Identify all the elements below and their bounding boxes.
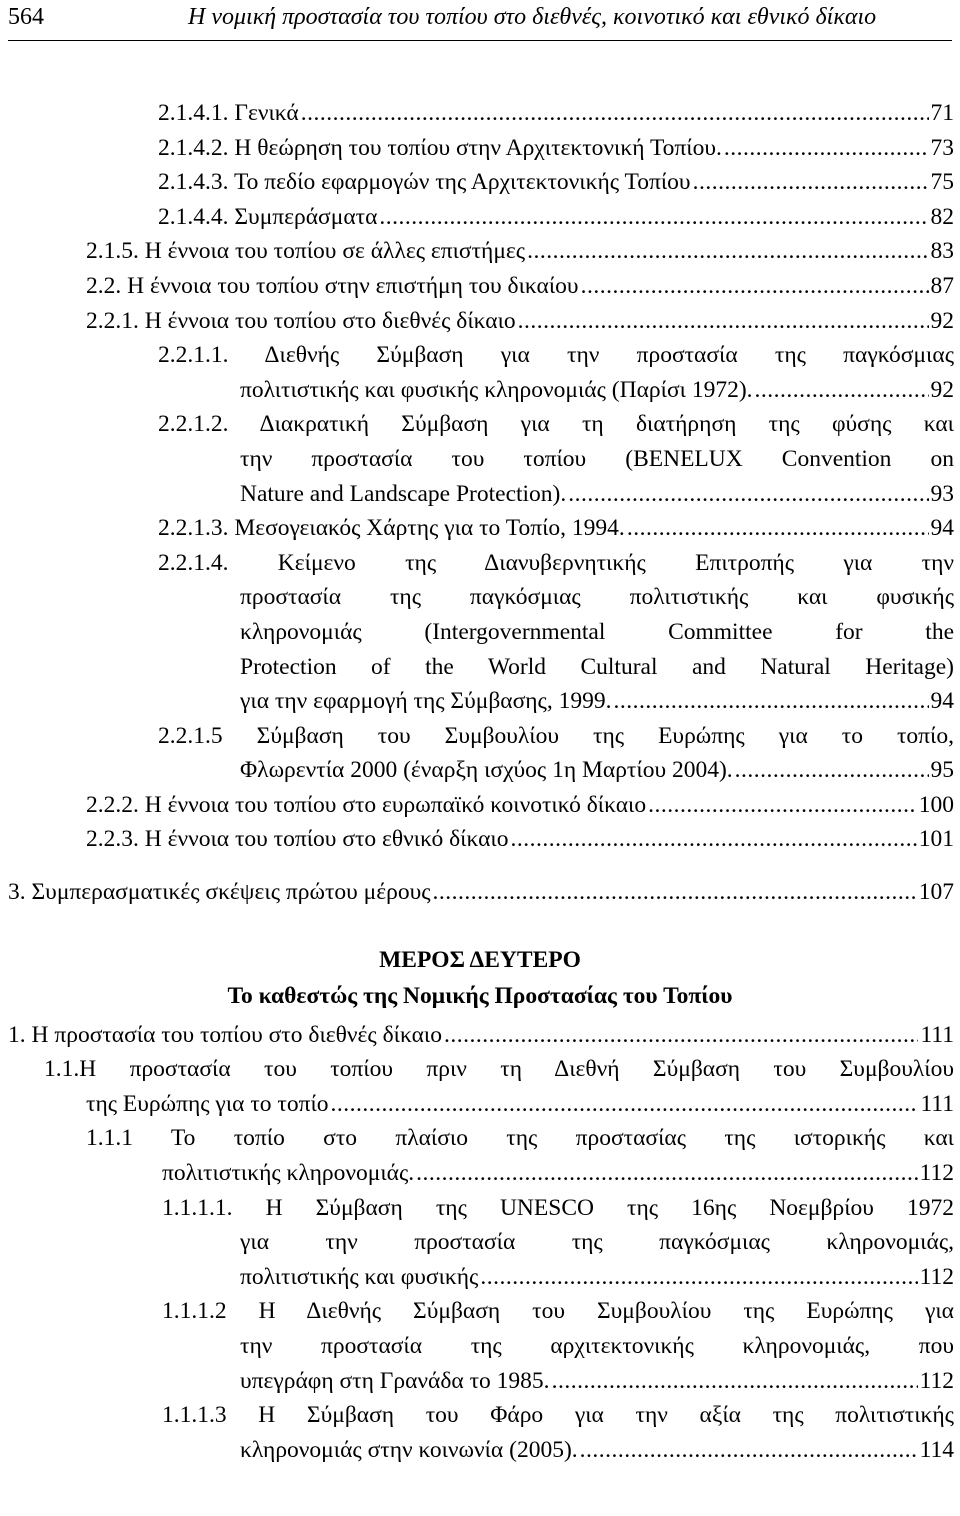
- toc-page-number: 107: [918, 879, 954, 906]
- toc-page-number: 101: [918, 826, 954, 853]
- toc-entry[interactable]: [0, 1398, 960, 1467]
- toc-entry-text: πολιτιστικής κληρονομιάς.: [162, 1160, 415, 1187]
- dot-leader: [511, 822, 917, 857]
- toc-page-number: 93: [930, 480, 954, 507]
- toc-entry[interactable]: [0, 1052, 960, 1121]
- dot-leader: [301, 96, 929, 131]
- toc-entry-text: 2.2.3. Η έννοια του τοπίου στο εθνικό δίκαιο: [86, 826, 509, 853]
- toc-entry-text: 2.2.1.5 Σύμβαση του Συμβουλίου της Ευρώπης για το τοπίο,: [158, 722, 954, 749]
- dot-leader: [581, 269, 929, 304]
- toc-entry-text: 3. Συμπερασματικές σκέψεις πρώτου μέρους: [8, 879, 431, 906]
- toc-page-number: 92: [930, 376, 954, 403]
- toc-page-number: 112: [919, 1263, 954, 1290]
- toc-entry-text: 2.1.4.3. Το πεδίο εφαρμογών της Αρχιτεκτονικής Τοπίου: [158, 169, 691, 196]
- toc-entry[interactable]: [0, 200, 960, 235]
- toc-entry-text: την προστασία του τοπίου (BENELUX Convention on: [240, 445, 954, 472]
- toc-entry[interactable]: [0, 407, 960, 511]
- toc-page-number: 83: [930, 238, 954, 265]
- page-header: [8, 4, 952, 38]
- toc-page-number: 75: [930, 169, 954, 196]
- toc-entry[interactable]: [0, 822, 960, 857]
- toc-entry-text: πολιτιστικής και φυσικής: [240, 1263, 479, 1290]
- toc-page-number: 92: [930, 307, 954, 334]
- toc-entry-text: για την εφαρμογή της Σύμβασης, 1999.: [240, 688, 612, 715]
- toc-page-number: 112: [919, 1367, 954, 1394]
- dot-leader: [527, 234, 928, 269]
- toc-page-number: 114: [919, 1436, 954, 1463]
- toc-entry[interactable]: [0, 511, 960, 546]
- dot-leader: [613, 684, 928, 719]
- part-label: ΜΕΡΟΣ ΔΕΥΤΕΡΟ: [379, 946, 581, 973]
- toc-entry[interactable]: [0, 1018, 960, 1053]
- dot-leader: [433, 875, 917, 910]
- dot-leader: [416, 1156, 917, 1191]
- dot-leader: [444, 1018, 919, 1053]
- toc-entry[interactable]: [0, 719, 960, 788]
- toc-page-number: 100: [918, 791, 954, 818]
- toc-page-number: 87: [930, 272, 954, 299]
- dot-leader: [724, 131, 929, 166]
- toc-entry-text: πολιτιστικής και φυσικής κληρονομιάς (Παρίσι 1972).: [240, 376, 753, 403]
- toc-entry[interactable]: [0, 546, 960, 719]
- toc-entry-text: προστασία της παγκόσμιας πολιτιστικής και φυσικής: [240, 584, 954, 611]
- toc-entry-text: 1.1.1.1. Η Σύμβαση της UNESCO της 16ης Νοεμβρίου 1972: [162, 1194, 954, 1221]
- toc-entry-text: 1. Η προστασία του τοπίου στο διεθνές δίκαιο: [8, 1021, 442, 1048]
- toc-entry-text: 1.1.1.3 Η Σύμβαση του Φάρο για την αξία της πολιτιστικής: [162, 1402, 954, 1429]
- toc-entry-text: Φλωρεντία 2000 (έναρξη ισχύος 1η Μαρτίου 2004).: [240, 757, 733, 784]
- toc-entry-text: Protection of the World Cultural and Natural Heritage): [240, 653, 954, 680]
- toc-page-number: 112: [919, 1160, 954, 1187]
- toc-entry-text: 2.2. Η έννοια του τοπίου στην επιστήμη του δικαίου: [86, 272, 579, 299]
- page-number: 564: [8, 4, 44, 30]
- toc-entry-text: 2.1.5. Η έννοια του τοπίου σε άλλες επιστήμες: [86, 238, 526, 265]
- toc-entry-text: κληρονομιάς στην κοινωνία (2005).: [240, 1436, 578, 1463]
- toc-entry[interactable]: [0, 96, 960, 131]
- section-gap: [0, 857, 960, 875]
- toc-entry-text: 2.2.1.4. Κείμενο της Διανυβερνητικής Επιτροπής για την: [158, 549, 954, 576]
- table-of-contents: [0, 96, 960, 1467]
- toc-entry-text: 2.2.1.1. Διεθνής Σύμβαση για την προστασία της παγκόσμιας: [158, 342, 954, 369]
- toc-entry[interactable]: [0, 131, 960, 166]
- toc-entry-text: για την προστασία της παγκόσμιας κληρονομιάς,: [240, 1229, 954, 1256]
- toc-entry-text: 1.1.Η προστασία του τοπίου πριν τη Διεθνή Σύμβαση του Συμβουλίου: [44, 1056, 954, 1083]
- toc-page-number: 71: [930, 100, 954, 126]
- dot-leader: [580, 1433, 918, 1468]
- toc-entry-text: 1.1.1.2 Η Διεθνής Σύμβαση του Συμβουλίου της Ευρώπης για: [162, 1298, 954, 1325]
- dot-leader: [755, 373, 929, 408]
- dot-leader: [648, 788, 917, 823]
- dot-leader: [568, 477, 928, 512]
- toc-entry-text: 2.2.1. Η έννοια του τοπίου στο διεθνές δίκαιο: [86, 307, 516, 334]
- toc-entry[interactable]: [0, 304, 960, 339]
- header-rule: [8, 40, 952, 41]
- toc-page-number: 95: [930, 757, 954, 784]
- toc-entry-text: της Ευρώπης για το τοπίο: [86, 1090, 329, 1117]
- toc-entry-text: την προστασία της αρχιτεκτονικής κληρονομιάς, που: [240, 1333, 954, 1359]
- toc-page-number: 111: [920, 1021, 954, 1048]
- toc-entry[interactable]: [0, 1121, 960, 1190]
- dot-leader: [735, 753, 929, 788]
- dot-leader: [518, 304, 929, 339]
- toc-entry-text: 2.1.4.4. Συμπεράσματα: [158, 203, 378, 230]
- toc-entry[interactable]: [0, 875, 960, 910]
- toc-entry-text: Nature and Landscape Protection).: [240, 480, 567, 507]
- dot-leader: [480, 1260, 917, 1295]
- toc-entry-text: 1.1.1 Το τοπίο στο πλαίσιο της προστασίας της ιστορικής και: [86, 1125, 954, 1152]
- dot-leader: [552, 1364, 918, 1399]
- toc-page-number: 111: [920, 1090, 954, 1117]
- dot-leader: [379, 200, 928, 235]
- toc-entry-text: 2.2.1.2. Διακρατική Σύμβαση για τη διατήρηση της φύσης και: [158, 411, 954, 438]
- toc-entry[interactable]: [0, 788, 960, 823]
- toc-entry[interactable]: [0, 1294, 960, 1398]
- toc-page-number: 94: [930, 515, 954, 542]
- dot-leader: [693, 165, 929, 200]
- toc-entry[interactable]: [0, 234, 960, 269]
- toc-page-number: 73: [930, 134, 954, 161]
- toc-entry[interactable]: [0, 338, 960, 407]
- toc-entry-text: 2.2.2. Η έννοια του τοπίου στο ευρωπαϊκό κοινοτικό δίκαιο: [86, 791, 647, 818]
- toc-entry-text: κληρονομιάς (Intergovernmental Committee for the: [240, 618, 954, 645]
- toc-entry-text: 2.1.4.2. Η θεώρηση του τοπίου στην Αρχιτεκτονική Τοπίου.: [158, 134, 722, 161]
- toc-entry-text: 2.2.1.3. Μεσογειακός Χάρτης για το Τοπίο, 1994.: [158, 515, 625, 542]
- running-title: Η νομική προστασία του τοπίου στο διεθνές, κοινοτικό και εθνικό δίκαιο: [188, 4, 877, 30]
- toc-page-number: 94: [930, 688, 954, 715]
- toc-entry[interactable]: [0, 269, 960, 304]
- part-title: Το καθεστώς της Νομικής Προστασίας του Τοπίου: [227, 982, 733, 1009]
- toc-page-number: 82: [930, 203, 954, 230]
- toc-entry[interactable]: [0, 1191, 960, 1295]
- dot-leader: [331, 1087, 919, 1122]
- toc-entry[interactable]: [0, 165, 960, 200]
- toc-entry-text: υπεγράφη στη Γρανάδα το 1985.: [240, 1367, 550, 1394]
- dot-leader: [627, 511, 929, 546]
- toc-entry-text: 2.1.4.1. Γενικά: [158, 100, 299, 126]
